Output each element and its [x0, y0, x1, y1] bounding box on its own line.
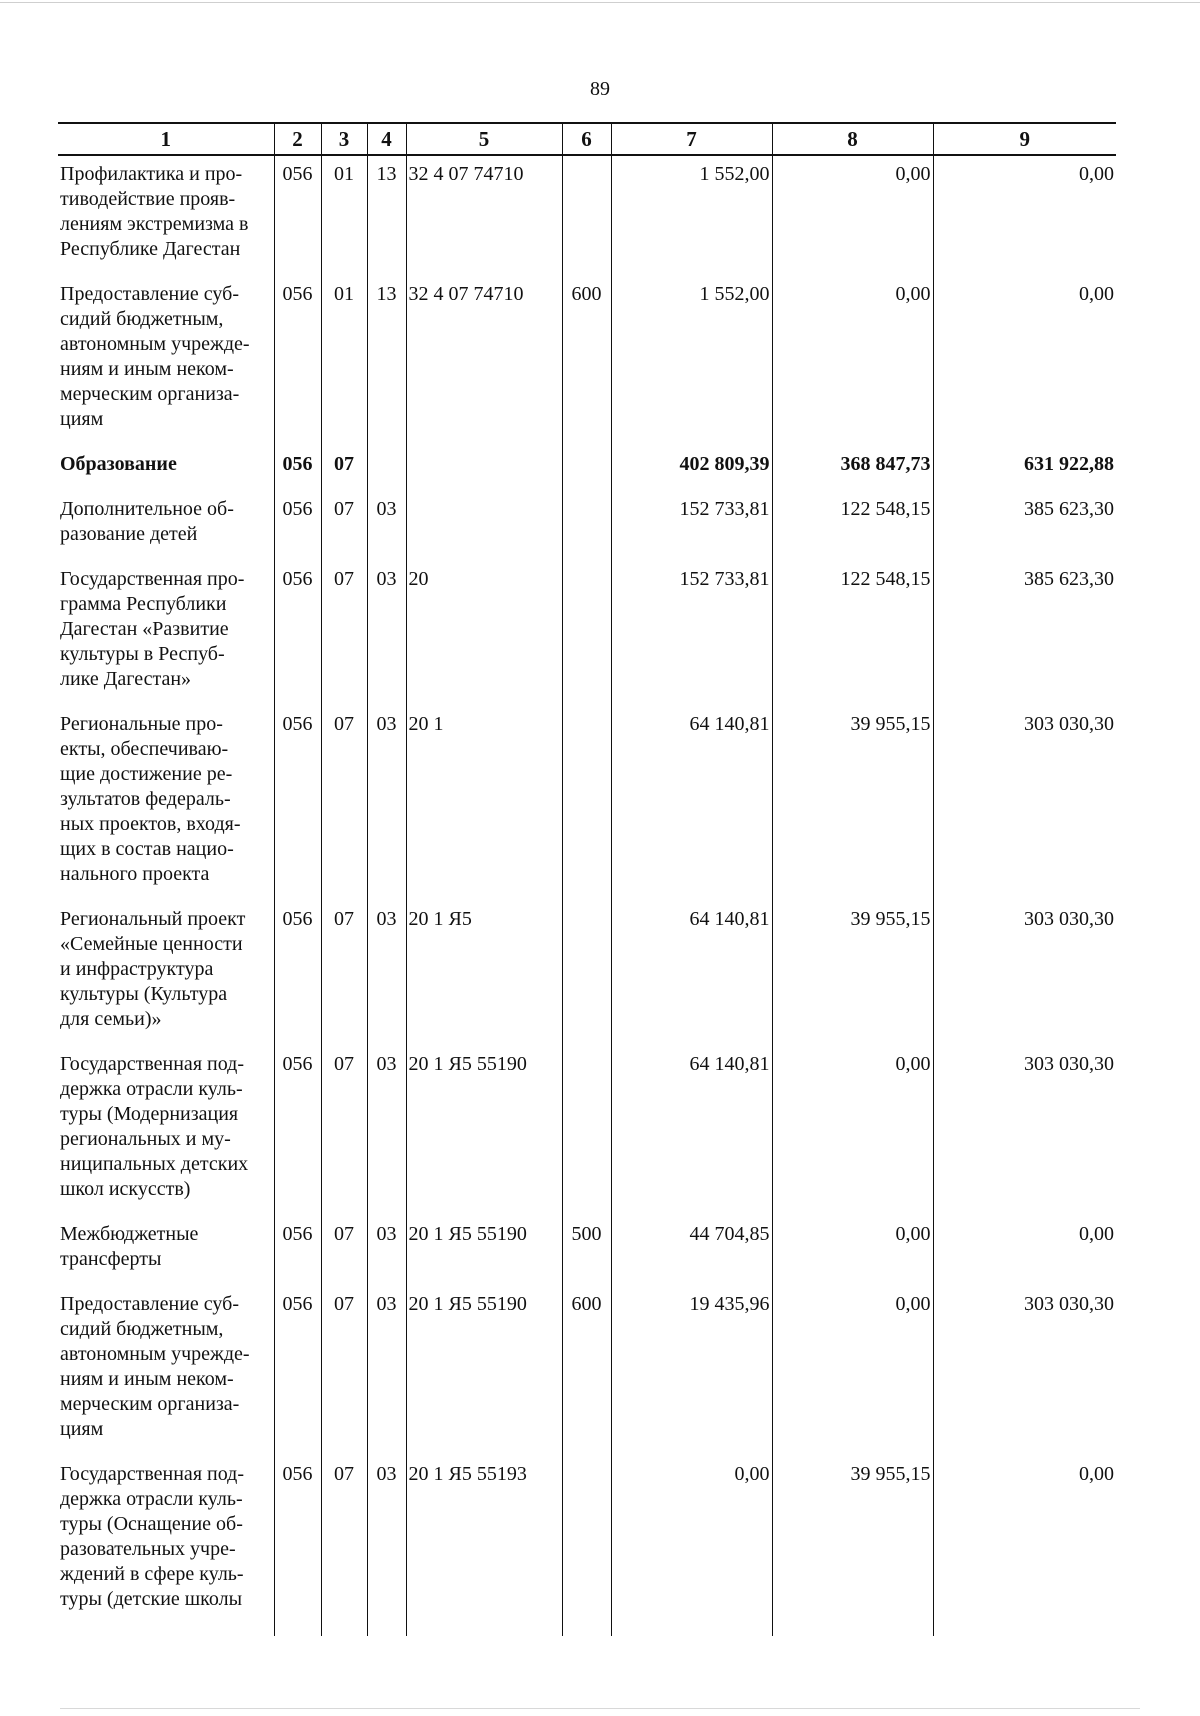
cell-col-9: 0,00 [933, 155, 1116, 276]
cell-col-9: 0,00 [933, 276, 1116, 446]
cell-col-2: 056 [274, 1456, 321, 1636]
cell-col-8: 368 847,73 [772, 446, 933, 491]
col-header-9: 9 [933, 123, 1116, 155]
cell-col-9: 303 030,30 [933, 1046, 1116, 1216]
cell-col-7: 402 809,39 [611, 446, 772, 491]
cell-col-7: 152 733,81 [611, 561, 772, 706]
cell-col-2: 056 [274, 276, 321, 446]
cell-col-5: 20 1 Я5 [406, 901, 562, 1046]
cell-col-2: 056 [274, 1046, 321, 1216]
cell-col-2: 056 [274, 561, 321, 706]
cell-col-5: 20 1 [406, 706, 562, 901]
cell-col-2: 056 [274, 446, 321, 491]
row-name: Образование [60, 453, 177, 475]
table-row [58, 446, 1116, 491]
cell-col-9: 0,00 [933, 1456, 1116, 1636]
cell-col-5: 20 1 Я5 55190 [406, 1216, 562, 1286]
cell-col-4 [367, 446, 406, 491]
cell-col-8: 122 548,15 [772, 491, 933, 561]
row-name: Государственная под- держка отрасли куль- туры (Модернизация региональных и му- ниципальных детских школ искусств) [60, 1053, 249, 1200]
cell-col-5 [406, 491, 562, 561]
table-row [58, 901, 1116, 1046]
cell-col-9: 303 030,30 [933, 901, 1116, 1046]
row-name: Предоставление суб- сидий бюджетным, автономным учрежде- ниям и иным неком- мерческим организа- циям [60, 283, 250, 430]
cell-col-4: 03 [367, 1286, 406, 1456]
table-row [58, 1286, 1116, 1456]
col-header-3: 3 [321, 123, 367, 155]
col-header-1: 1 [58, 123, 274, 155]
cell-col-4: 13 [367, 155, 406, 276]
cell-col-3: 07 [321, 446, 367, 491]
cell-col-3: 07 [321, 706, 367, 901]
cell-col-4: 03 [367, 1456, 406, 1636]
col-header-6: 6 [562, 123, 611, 155]
cell-col-9: 303 030,30 [933, 706, 1116, 901]
table-row [58, 1456, 1116, 1636]
cell-col-6 [562, 1046, 611, 1216]
cell-col-7: 152 733,81 [611, 491, 772, 561]
row-name: Дополнительное об- разование детей [60, 498, 234, 545]
cell-col-8: 0,00 [772, 1216, 933, 1286]
cell-col-5: 20 1 Я5 55190 [406, 1046, 562, 1216]
cell-col-8: 39 955,15 [772, 901, 933, 1046]
cell-col-8: 0,00 [772, 155, 933, 276]
cell-col-8: 122 548,15 [772, 561, 933, 706]
cell-col-8: 0,00 [772, 1046, 933, 1216]
cell-col-6 [562, 561, 611, 706]
cell-col-6: 500 [562, 1216, 611, 1286]
cell-col-2: 056 [274, 155, 321, 276]
cell-col-4: 03 [367, 1046, 406, 1216]
col-header-8: 8 [772, 123, 933, 155]
cell-col-3: 07 [321, 491, 367, 561]
cell-col-7: 0,00 [611, 1456, 772, 1636]
row-name: Региональные про- екты, обеспечиваю- щие достижение ре- зультатов федераль- ных проектов, входя- щих в состав нацио- нального проекта [60, 713, 241, 885]
cell-col-5 [406, 446, 562, 491]
cell-col-7: 64 140,81 [611, 706, 772, 901]
cell-col-7: 19 435,96 [611, 1286, 772, 1456]
table-row [58, 276, 1116, 446]
cell-col-4: 03 [367, 491, 406, 561]
cell-col-9: 385 623,30 [933, 561, 1116, 706]
row-name: Региональный проект «Семейные ценности и инфраструктура культуры (Культура для семьи)» [60, 908, 246, 1030]
cell-col-9: 385 623,30 [933, 491, 1116, 561]
col-header-4: 4 [367, 123, 406, 155]
cell-col-8: 0,00 [772, 276, 933, 446]
cell-col-4: 03 [367, 901, 406, 1046]
cell-col-3: 01 [321, 155, 367, 276]
row-name: Государственная про- грамма Республики Дагестан «Развитие культуры в Респуб- лике Дагестан» [60, 568, 245, 690]
cell-col-9: 631 922,88 [933, 446, 1116, 491]
row-name: Предоставление суб- сидий бюджетным, автономным учрежде- ниям и иным неком- мерческим организа- циям [60, 1293, 250, 1440]
cell-col-9: 303 030,30 [933, 1286, 1116, 1456]
table-row [58, 561, 1116, 706]
cell-col-5: 20 1 Я5 55193 [406, 1456, 562, 1636]
cell-col-8: 0,00 [772, 1286, 933, 1456]
cell-col-6 [562, 901, 611, 1046]
cell-col-3: 07 [321, 1216, 367, 1286]
cell-col-7: 1 552,00 [611, 155, 772, 276]
table-body [58, 155, 1116, 1636]
budget-table [58, 122, 1116, 1636]
cell-col-2: 056 [274, 1216, 321, 1286]
cell-col-7: 1 552,00 [611, 276, 772, 446]
page-number: 89 [590, 78, 610, 100]
cell-col-3: 07 [321, 901, 367, 1046]
cell-col-4: 03 [367, 1216, 406, 1286]
cell-col-6 [562, 155, 611, 276]
cell-col-7: 64 140,81 [611, 1046, 772, 1216]
row-name: Государственная под- держка отрасли куль- туры (Оснащение об- разовательных учре- ждений в сфере куль- туры (детские школы [60, 1463, 244, 1610]
cell-col-5: 32 4 07 74710 [406, 276, 562, 446]
table-row [58, 1046, 1116, 1216]
cell-col-3: 07 [321, 1286, 367, 1456]
cell-col-2: 056 [274, 1286, 321, 1456]
cell-col-2: 056 [274, 706, 321, 901]
table-row [58, 706, 1116, 901]
cell-col-7: 44 704,85 [611, 1216, 772, 1286]
cell-col-4: 03 [367, 561, 406, 706]
scan-edge-bottom [60, 1708, 1140, 1709]
cell-col-3: 07 [321, 1046, 367, 1216]
cell-col-4: 03 [367, 706, 406, 901]
cell-col-2: 056 [274, 901, 321, 1046]
cell-col-5: 32 4 07 74710 [406, 155, 562, 276]
table-row [58, 155, 1116, 276]
row-name: Профилактика и про- тиводействие прояв- лениям экстремизма в Республике Дагестан [60, 163, 249, 260]
col-header-5: 5 [406, 123, 562, 155]
table-row [58, 491, 1116, 561]
scan-edge-top [0, 2, 1200, 3]
cell-col-3: 07 [321, 561, 367, 706]
cell-col-3: 01 [321, 276, 367, 446]
cell-col-6 [562, 446, 611, 491]
cell-col-4: 13 [367, 276, 406, 446]
cell-col-6: 600 [562, 1286, 611, 1456]
cell-col-6 [562, 1456, 611, 1636]
cell-col-8: 39 955,15 [772, 706, 933, 901]
cell-col-5: 20 [406, 561, 562, 706]
cell-col-8: 39 955,15 [772, 1456, 933, 1636]
cell-col-2: 056 [274, 491, 321, 561]
cell-col-6 [562, 491, 611, 561]
col-header-2: 2 [274, 123, 321, 155]
cell-col-7: 64 140,81 [611, 901, 772, 1046]
row-name: Межбюджетные трансферты [60, 1223, 199, 1270]
cell-col-6: 600 [562, 276, 611, 446]
cell-col-3: 07 [321, 1456, 367, 1636]
cell-col-9: 0,00 [933, 1216, 1116, 1286]
table-row [58, 1216, 1116, 1286]
col-header-7: 7 [611, 123, 772, 155]
header-row [58, 123, 1116, 155]
cell-col-5: 20 1 Я5 55190 [406, 1286, 562, 1456]
cell-col-6 [562, 706, 611, 901]
